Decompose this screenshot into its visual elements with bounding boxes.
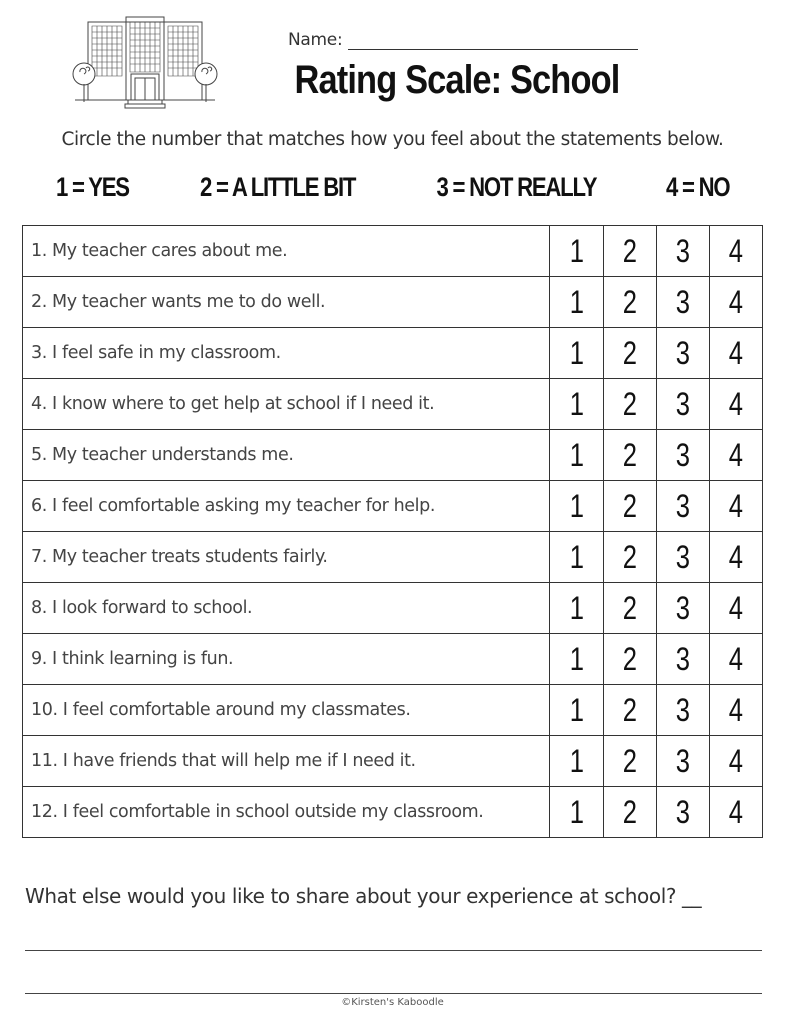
rating-option-4[interactable] bbox=[709, 634, 762, 685]
rating-option-1[interactable] bbox=[550, 532, 603, 583]
answer-line-2[interactable] bbox=[25, 993, 762, 994]
rating-option-4[interactable] bbox=[709, 736, 762, 787]
table-row bbox=[23, 583, 763, 634]
rating-number: 2 bbox=[622, 487, 637, 524]
rating-number: 4 bbox=[728, 487, 744, 524]
table-row bbox=[23, 277, 763, 328]
rating-option-2[interactable] bbox=[603, 634, 656, 685]
statement-text: 4. I know where to get help at school if I need it. bbox=[23, 379, 550, 430]
rating-number: 4 bbox=[728, 742, 744, 779]
rating-option-2[interactable] bbox=[603, 430, 656, 481]
rating-option-2[interactable] bbox=[603, 736, 656, 787]
table-row bbox=[23, 379, 763, 430]
rating-number: 2 bbox=[622, 589, 637, 626]
statement-text: 8. I look forward to school. bbox=[23, 583, 550, 634]
rating-option-4[interactable] bbox=[709, 328, 762, 379]
rating-number: 3 bbox=[675, 487, 690, 524]
rating-number: 1 bbox=[569, 589, 584, 626]
rating-option-1[interactable] bbox=[550, 736, 603, 787]
name-field[interactable] bbox=[348, 49, 638, 50]
rating-number: 2 bbox=[622, 436, 637, 473]
rating-option-4[interactable] bbox=[709, 583, 762, 634]
page-title: Rating Scale: School bbox=[294, 58, 620, 102]
rating-option-1[interactable] bbox=[550, 787, 603, 838]
rating-option-1[interactable] bbox=[550, 277, 603, 328]
rating-number: 2 bbox=[622, 385, 637, 422]
rating-option-3[interactable] bbox=[656, 226, 709, 277]
rating-number: 4 bbox=[728, 538, 744, 575]
statement-text: 1. My teacher cares about me. bbox=[23, 226, 550, 277]
rating-option-3[interactable] bbox=[656, 736, 709, 787]
rating-option-1[interactable] bbox=[550, 685, 603, 736]
table-row bbox=[23, 736, 763, 787]
rating-number: 4 bbox=[728, 793, 744, 830]
rating-option-3[interactable] bbox=[656, 787, 709, 838]
rating-option-2[interactable] bbox=[603, 277, 656, 328]
rating-number: 2 bbox=[622, 334, 637, 371]
statement-text: 7. My teacher treats students fairly. bbox=[23, 532, 550, 583]
rating-number: 1 bbox=[569, 385, 584, 422]
rating-number: 1 bbox=[569, 436, 584, 473]
rating-option-4[interactable] bbox=[709, 481, 762, 532]
table-row bbox=[23, 532, 763, 583]
rating-number: 2 bbox=[622, 742, 637, 779]
statement-text: 3. I feel safe in my classroom. bbox=[23, 328, 550, 379]
table-row bbox=[23, 481, 763, 532]
rating-number: 1 bbox=[569, 232, 584, 269]
rating-number: 1 bbox=[569, 487, 584, 524]
rating-number: 4 bbox=[728, 640, 744, 677]
scale-item-1: 1 = YES bbox=[56, 172, 130, 202]
open-question: What else would you like to share about your experience at school? __ bbox=[25, 884, 702, 908]
rating-number: 1 bbox=[569, 793, 584, 830]
rating-number: 1 bbox=[569, 334, 584, 371]
rating-option-4[interactable] bbox=[709, 787, 762, 838]
rating-option-2[interactable] bbox=[603, 226, 656, 277]
rating-option-1[interactable] bbox=[550, 430, 603, 481]
table-row bbox=[23, 634, 763, 685]
scale-item-4: 4 = NO bbox=[666, 172, 730, 202]
rating-number: 3 bbox=[675, 436, 690, 473]
statement-text: 10. I feel comfortable around my classmates. bbox=[23, 685, 550, 736]
rating-table bbox=[22, 225, 763, 838]
name-label: Name: bbox=[288, 30, 343, 50]
rating-option-1[interactable] bbox=[550, 583, 603, 634]
statement-text: 6. I feel comfortable asking my teacher for help. bbox=[23, 481, 550, 532]
rating-number: 2 bbox=[622, 232, 637, 269]
statement-text: 9. I think learning is fun. bbox=[23, 634, 550, 685]
rating-number: 3 bbox=[675, 742, 690, 779]
rating-option-3[interactable] bbox=[656, 430, 709, 481]
rating-number: 3 bbox=[675, 538, 690, 575]
rating-option-3[interactable] bbox=[656, 685, 709, 736]
rating-number: 2 bbox=[622, 691, 637, 728]
scale-item-3: 3 = NOT REALLY bbox=[436, 172, 596, 202]
rating-option-3[interactable] bbox=[656, 379, 709, 430]
rating-option-2[interactable] bbox=[603, 532, 656, 583]
rating-number: 2 bbox=[622, 793, 637, 830]
rating-option-1[interactable] bbox=[550, 328, 603, 379]
rating-number: 1 bbox=[569, 640, 584, 677]
rating-option-4[interactable] bbox=[709, 685, 762, 736]
rating-option-4[interactable] bbox=[709, 430, 762, 481]
rating-number: 3 bbox=[675, 334, 690, 371]
rating-option-4[interactable] bbox=[709, 226, 762, 277]
rating-option-1[interactable] bbox=[550, 379, 603, 430]
rating-number: 3 bbox=[675, 283, 690, 320]
table-row bbox=[23, 226, 763, 277]
rating-number: 2 bbox=[622, 538, 637, 575]
rating-option-2[interactable] bbox=[603, 685, 656, 736]
rating-option-3[interactable] bbox=[656, 532, 709, 583]
rating-number: 4 bbox=[728, 691, 744, 728]
rating-number: 4 bbox=[728, 283, 744, 320]
table-row bbox=[23, 430, 763, 481]
rating-option-4[interactable] bbox=[709, 379, 762, 430]
table-row bbox=[23, 685, 763, 736]
rating-number: 1 bbox=[569, 538, 584, 575]
rating-option-2[interactable] bbox=[603, 481, 656, 532]
statement-text: 11. I have friends that will help me if I need it. bbox=[23, 736, 550, 787]
rating-number: 1 bbox=[569, 742, 584, 779]
scale-item-2: 2 = A LITTLE BIT bbox=[200, 172, 356, 202]
rating-option-2[interactable] bbox=[603, 583, 656, 634]
rating-option-3[interactable] bbox=[656, 277, 709, 328]
rating-number: 3 bbox=[675, 691, 690, 728]
rating-option-3[interactable] bbox=[656, 481, 709, 532]
rating-number: 3 bbox=[675, 640, 690, 677]
rating-option-2[interactable] bbox=[603, 328, 656, 379]
rating-number: 2 bbox=[622, 283, 637, 320]
statement-text: 2. My teacher wants me to do well. bbox=[23, 277, 550, 328]
rating-number: 4 bbox=[728, 334, 744, 371]
rating-number: 1 bbox=[569, 691, 584, 728]
rating-number: 4 bbox=[728, 385, 744, 422]
instructions: Circle the number that matches how you feel about the statements below. bbox=[61, 129, 724, 150]
rating-option-1[interactable] bbox=[550, 226, 603, 277]
rating-option-2[interactable] bbox=[603, 379, 656, 430]
statement-text: 12. I feel comfortable in school outside my classroom. bbox=[23, 787, 550, 838]
rating-number: 3 bbox=[675, 232, 690, 269]
table-row bbox=[23, 787, 763, 838]
rating-number: 4 bbox=[728, 232, 744, 269]
rating-option-1[interactable] bbox=[550, 481, 603, 532]
rating-scale-legend bbox=[0, 172, 785, 203]
rating-option-3[interactable] bbox=[656, 583, 709, 634]
rating-number: 1 bbox=[569, 283, 584, 320]
rating-number: 3 bbox=[675, 793, 690, 830]
rating-number: 4 bbox=[728, 589, 744, 626]
rating-option-3[interactable] bbox=[656, 328, 709, 379]
copyright: ©Kirsten's Kaboodle bbox=[341, 997, 444, 1008]
rating-option-4[interactable] bbox=[709, 532, 762, 583]
rating-number: 3 bbox=[675, 589, 690, 626]
rating-number: 3 bbox=[675, 385, 690, 422]
rating-option-1[interactable] bbox=[550, 634, 603, 685]
statement-text: 5. My teacher understands me. bbox=[23, 430, 550, 481]
answer-line-1[interactable] bbox=[25, 950, 762, 951]
rating-option-2[interactable] bbox=[603, 787, 656, 838]
table-row bbox=[23, 328, 763, 379]
rating-number: 4 bbox=[728, 436, 744, 473]
rating-option-4[interactable] bbox=[709, 277, 762, 328]
rating-option-3[interactable] bbox=[656, 634, 709, 685]
rating-number: 2 bbox=[622, 640, 637, 677]
